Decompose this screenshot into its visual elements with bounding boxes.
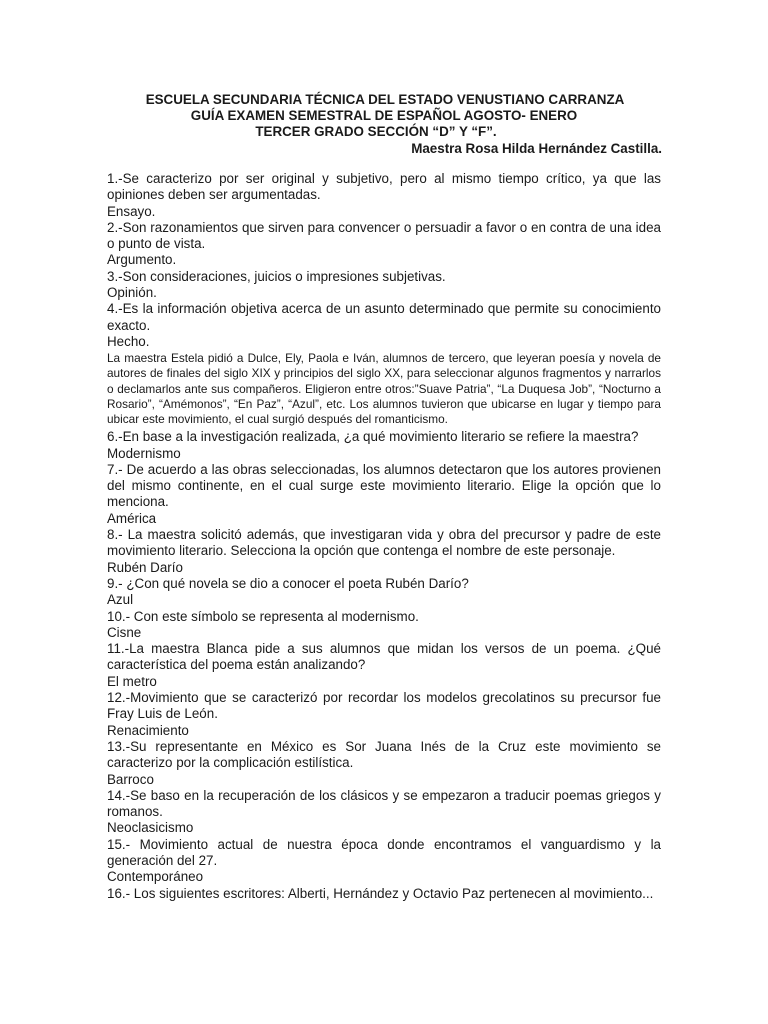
answer-2: Argumento. — [107, 252, 177, 268]
question-16: 16.- Los siguientes escritores: Alberti, Hernández y Octavio Paz pertenecen al movimiento... — [107, 885, 654, 901]
exam-title: GUÍA EXAMEN SEMESTRAL DE ESPAÑOL AGOSTO- ENERO — [190, 108, 578, 124]
answer-12: Renacimiento — [107, 722, 189, 738]
question-15: 15.- Movimiento actual de nuestra época donde encontramos el vanguardismo y la generación del 27. — [107, 836, 661, 868]
teacher-name: Maestra Rosa Hilda Hernández Castilla. — [411, 140, 662, 156]
answer-9: Azul — [107, 592, 134, 608]
question-14: 14.-Se baso en la recuperación de los clásicos y se empezaron a traducir poemas griegos y romanos. — [107, 787, 661, 820]
question-6: 6.-En base a la investigación realizada, ¿a qué movimiento literario se refiere la maestra? — [107, 429, 639, 445]
question-1: 1.-Se caracterizo por ser original y subjetivo, pero al mismo tiempo crítico, ya que las opiniones deben ser argumentadas. — [107, 171, 661, 203]
answer-1: Ensayo. — [107, 203, 156, 219]
answer-7: América — [107, 510, 157, 526]
question-3: 3.-Son consideraciones, juicios o impresiones subjetivas. — [107, 268, 446, 284]
answer-15: Contemporáneo — [107, 869, 204, 885]
answer-13: Barroco — [107, 771, 154, 787]
question-11: 11.-La maestra Blanca pide a sus alumnos que midan los versos de un poema. ¿Qué característica del poema están analizando? — [107, 641, 661, 673]
answer-10: Cisne — [107, 624, 142, 640]
reading-passage: La maestra Estela pidió a Dulce, Ely, Paola e Iván, alumnos de tercero, que leyeran poesía y novela de autores de finales del siglo XIX y principios del siglo XX, para seleccionar algunos fragmentos y narrarlos o declamarlos ante sus compañeros. Eligieron entre otros:”Suave Patria”, “La Duquesa Job”, “Nocturno a Rosario”, “Amémonos”, “En Paz”, “Azul”, etc. Los alumnos tuvieron que ubicarse en lugar y tiempo para ubicar este movimiento, el cual surgió después del romanticismo. — [107, 351, 661, 427]
question-4: 4.-Es la información objetiva acerca de un asunto determinado que permite su conocimiento exacto. — [107, 301, 661, 333]
question-12: 12.-Movimiento que se caracterizó por recordar los modelos grecolatinos su precursor fue Fray Luis de León. — [107, 690, 661, 722]
answer-14: Neoclasicismo — [107, 820, 194, 836]
answer-11: El metro — [107, 673, 157, 689]
answer-8: Rubén Darío — [107, 559, 183, 575]
school-name: ESCUELA SECUNDARIA TÉCNICA DEL ESTADO VENUSTIANO CARRANZA — [145, 92, 625, 107]
answer-4: Hecho. — [107, 333, 150, 349]
grade-section: TERCER GRADO SECCIÓN “D” Y “F”. — [255, 124, 497, 140]
answer-6: Modernismo — [107, 445, 181, 461]
question-8: 8.- La maestra solicitó además, que investigaran vida y obra del precursor y padre de este movimiento literario. Selecciona la opción que contenga el nombre de este personaje. — [107, 527, 661, 559]
question-2: 2.-Son razonamientos que sirven para convencer o persuadir a favor o en contra de una idea o punto de vista. — [107, 219, 661, 252]
question-10: 10.- Con este símbolo se representa al modernismo. — [107, 608, 419, 624]
document-header — [0, 92, 768, 157]
answer-3: Opinión. — [107, 285, 157, 301]
question-9: 9.- ¿Con qué novela se dio a conocer el poeta Rubén Darío? — [107, 575, 469, 591]
question-13: 13.-Su representante en México es Sor Juana Inés de la Cruz este movimiento se caracterizo por la complicación estilística. — [107, 738, 661, 771]
exam-body — [107, 171, 661, 902]
question-7: 7.- De acuerdo a las obras seleccionadas, los alumnos detectaron que los autores provienen del mismo continente, en el cual surge este movimiento literario. Elige la opción que lo menciona. — [107, 461, 661, 510]
